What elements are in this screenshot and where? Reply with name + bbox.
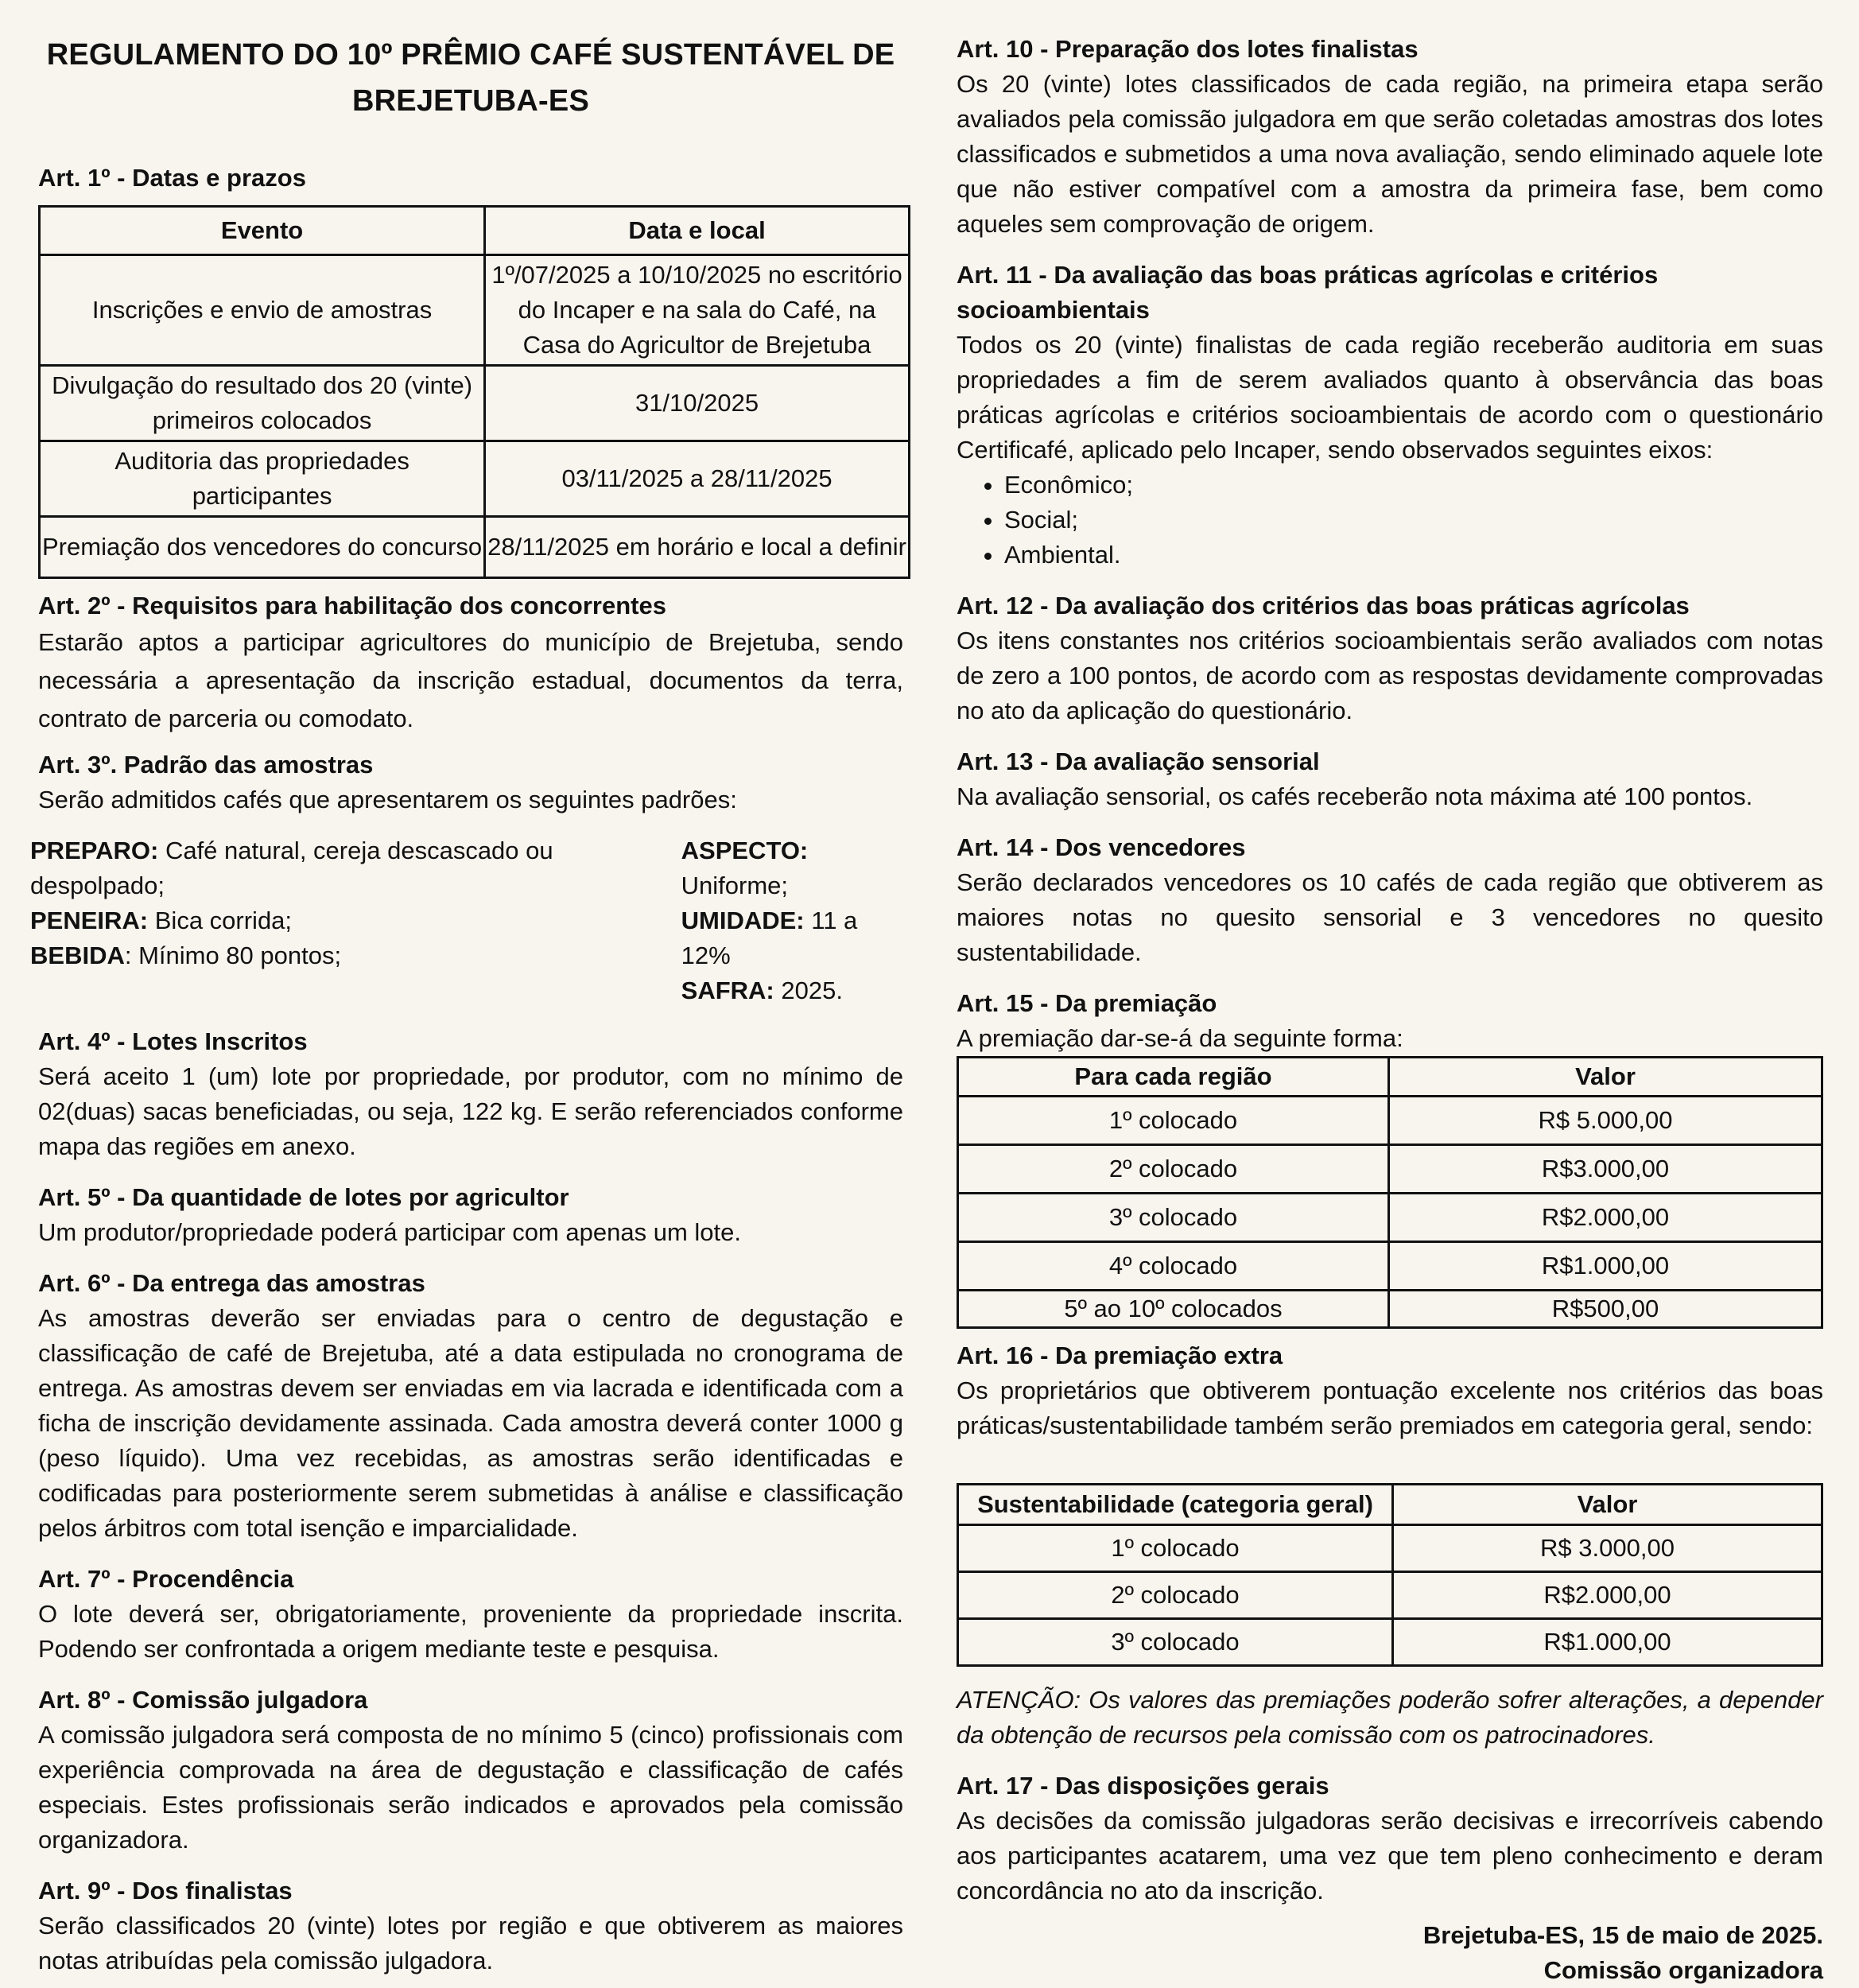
standard-item: PENEIRA: Bica corrida; (30, 907, 293, 934)
art14-text: Serão declarados vencedores os 10 cafés de cada região que obtiverem as maiores notas no quesito sensorial e 3 vencedores no quesito sustentabilidade. (957, 868, 1823, 966)
art10-heading: Art. 10 - Preparação dos lotes finalistas (957, 35, 1419, 63)
table-row (40, 255, 910, 366)
art14-heading: Art. 14 - Dos vencedores (957, 833, 1246, 861)
table-row (40, 441, 910, 517)
table-row (40, 366, 910, 441)
document-title: REGULAMENTO DO 10º PRÊMIO CAFÉ SUSTENTÁVEL DE BREJETUBA-ES (46, 38, 895, 118)
left-column (30, 32, 906, 1978)
table-header: Para cada região (958, 1058, 1389, 1097)
standard-item: UMIDADE: 11 a 12% (681, 907, 858, 969)
table-cell: 03/11/2025 a 28/11/2025 (485, 441, 910, 517)
art5-text: Um produtor/propriedade poderá participar com apenas um lote. (38, 1218, 741, 1246)
table-header: Evento (40, 207, 485, 255)
art13-heading: Art. 13 - Da avaliação sensorial (957, 747, 1320, 775)
table-cell: 1º colocado (958, 1097, 1389, 1145)
table-row (958, 1242, 1822, 1291)
list-item: • Social; (1004, 503, 1823, 538)
art5-heading: Art. 5º - Da quantidade de lotes por agricultor (38, 1183, 569, 1211)
art13-text: Na avaliação sensorial, os cafés receberão nota máxima até 100 pontos. (957, 782, 1753, 810)
table-cell: 1º colocado (958, 1525, 1393, 1572)
table-cell: 3º colocado (958, 1194, 1389, 1242)
table-cell: R$ 3.000,00 (1393, 1525, 1822, 1572)
sustainability-prize-table (957, 1483, 1823, 1667)
art15-text: A premiação dar-se-á da seguinte forma: (957, 1024, 1403, 1052)
table-cell: Auditoria das propriedades participantes (40, 441, 485, 517)
standard-item: BEBIDA: Mínimo 80 pontos; (30, 942, 342, 969)
art7-text: O lote deverá ser, obrigatoriamente, proveniente da propriedade inscrita. Podendo ser confrontada a origem mediante teste e pesquisa. (38, 1600, 903, 1663)
table-cell: 3º colocado (958, 1619, 1393, 1666)
table-header: Valor (1389, 1058, 1822, 1097)
signature-signer: Comissão organizadora (1543, 1956, 1823, 1984)
art1-heading: Art. 1º - Datas e prazos (38, 164, 306, 192)
table-row (958, 1619, 1822, 1666)
art15-heading: Art. 15 - Da premiação (957, 989, 1217, 1017)
art9-heading: Art. 9º - Dos finalistas (38, 1877, 293, 1905)
art4-text: Será aceito 1 (um) lote por propriedade, por produtor, com no mínimo de 02(duas) sacas beneficiadas, ou seja, 122 kg. E serão referenciados conforme mapa das regiões em anexo. (38, 1062, 903, 1160)
table-row (958, 1145, 1822, 1194)
table-cell: 2º colocado (958, 1145, 1389, 1194)
art12-text: Os itens constantes nos critérios socioambientais serão avaliados com notas de zero a 100 pontos, de acordo com as respostas devidamente comprovadas no ato da aplicação do questionário. (957, 627, 1823, 724)
signature-place-date: Brejetuba-ES, 15 de maio de 2025. (1422, 1921, 1823, 1949)
art6-text: As amostras deverão ser enviadas para o centro de degustação e classificação de café de Brejetuba, até a data estipulada no cronograma de entrega. As amostras devem ser enviadas em via lacrada e identificada com a ficha de inscrição devidamente assinada. Cada amostra deverá conter 1000 g (peso líquido). Uma vez recebidas, as amostras serão identificadas e codificadas para posteriormente serem submetidas à análise e classificação pelos árbitros com total isenção e imparcialidade. (38, 1304, 903, 1542)
table-header-row (958, 1485, 1822, 1525)
standard-item: SAFRA: 2025. (681, 977, 843, 1004)
art17-text: As decisões da comissão julgadoras serão decisivas e irrecorríveis cabendo aos participantes acatarem, uma vez que tem pleno conhecimento e deram concordância no ato da inscrição. (957, 1807, 1823, 1905)
table-header-row (40, 207, 910, 255)
table-cell: R$3.000,00 (1389, 1145, 1822, 1194)
table-row (958, 1572, 1822, 1619)
art4-heading: Art. 4º - Lotes Inscritos (38, 1027, 308, 1055)
axes-list (957, 468, 1823, 573)
art7-heading: Art. 7º - Procendência (38, 1565, 294, 1593)
standard-item: PREPARO: Café natural, cereja descascado ou despolpado; (30, 837, 553, 899)
art16-heading: Art. 16 - Da premiação extra (957, 1342, 1283, 1369)
table-cell: 31/10/2025 (485, 366, 910, 441)
art9-text: Serão classificados 20 (vinte) lotes por região e que obtiverem as maiores notas atribuídas pela comissão julgadora. (38, 1912, 903, 1974)
art3-text: Serão admitidos cafés que apresentarem os seguintes padrões: (38, 786, 737, 813)
art2-heading: Art. 2º - Requisitos para habilitação dos concorrentes (38, 592, 666, 619)
table-cell: R$2.000,00 (1389, 1194, 1822, 1242)
standards-right (681, 833, 903, 1008)
table-cell: R$2.000,00 (1393, 1572, 1822, 1619)
table-row (40, 517, 910, 578)
table-cell: 28/11/2025 em horário e local a definir (485, 517, 910, 578)
table-cell: R$500,00 (1389, 1291, 1822, 1328)
art3-heading: Art. 3º. Padrão das amostras (38, 751, 374, 779)
right-column (957, 32, 1823, 1988)
standards-left (30, 833, 681, 1008)
table-cell: 5º ao 10º colocados (958, 1291, 1389, 1328)
table-cell: R$ 5.000,00 (1389, 1097, 1822, 1145)
table-cell: Premiação dos vencedores do concurso (40, 517, 485, 578)
art12-heading: Art. 12 - Da avaliação dos critérios das boas práticas agrícolas (957, 592, 1690, 619)
table-cell: 2º colocado (958, 1572, 1393, 1619)
table-cell: 4º colocado (958, 1242, 1389, 1291)
table-header: Sustentabilidade (categoria geral) (958, 1485, 1393, 1525)
table-cell: R$1.000,00 (1393, 1619, 1822, 1666)
table-row (958, 1194, 1822, 1242)
art2-text: Estarão aptos a participar agricultores do município de Brejetuba, sendo necessária a apresentação da inscrição estadual, documentos da terra, contrato de parceria ou comodato. (38, 628, 903, 732)
art16-text: Os proprietários que obtiverem pontuação excelente nos critérios das boas práticas/sustentabilidade também serão premiados em categoria geral, sendo: (957, 1376, 1823, 1439)
art10-text: Os 20 (vinte) lotes classificados de cada região, na primeira etapa serão avaliados pela comissão julgadora em que serão coletadas amostras dos lotes classificados e submetidos a uma nova avaliação, sendo eliminado aquele lote que não estiver compatível com a amostra da primeira fase, bem como aqueles sem comprovação de origem. (957, 70, 1823, 238)
attention-note: ATENÇÃO: Os valores das premiações poderão sofrer alterações, a depender da obtenção de recursos pela comissão com os patrocinadores. (957, 1686, 1823, 1749)
table-header: Valor (1393, 1485, 1822, 1525)
table-row (958, 1097, 1822, 1145)
list-item: • Econômico; (1004, 468, 1823, 503)
standards-grid (30, 833, 903, 1008)
table-row (958, 1291, 1822, 1328)
schedule-table (38, 205, 910, 579)
table-header: Data e local (485, 207, 910, 255)
prize-table (957, 1056, 1823, 1329)
art11-heading: Art. 11 - Da avaliação das boas práticas agrícolas e critérios socioambientais (957, 261, 1659, 324)
list-item: • Ambiental. (1004, 538, 1823, 573)
table-row (958, 1525, 1822, 1572)
table-cell: 1º/07/2025 a 10/10/2025 no escritório do Incaper e na sala do Café, na Casa do Agricultor de Brejetuba (485, 255, 910, 366)
table-cell: R$1.000,00 (1389, 1242, 1822, 1291)
table-cell: Inscrições e envio de amostras (40, 255, 485, 366)
art8-text: A comissão julgadora será composta de no mínimo 5 (cinco) profissionais com experiência comprovada na área de degustação e classificação de cafés especiais. Estes profissionais serão indicados e aprovados pela comissão organizadora. (38, 1721, 903, 1854)
table-header-row (958, 1058, 1822, 1097)
art8-heading: Art. 8º - Comissão julgadora (38, 1686, 368, 1714)
art17-heading: Art. 17 - Das disposições gerais (957, 1772, 1329, 1800)
art6-heading: Art. 6º - Da entrega das amostras (38, 1269, 425, 1297)
table-cell: Divulgação do resultado dos 20 (vinte) primeiros colocados (40, 366, 485, 441)
art11-text: Todos os 20 (vinte) finalistas de cada região receberão auditoria em suas propriedades a fim de serem avaliados quanto à observância das boas práticas agrícolas e critérios socioambientais de acordo com o questionário Certificafé, aplicado pelo Incaper, sendo observados seguintes eixos: (957, 331, 1823, 464)
standard-item: ASPECTO: Uniforme; (681, 837, 809, 899)
